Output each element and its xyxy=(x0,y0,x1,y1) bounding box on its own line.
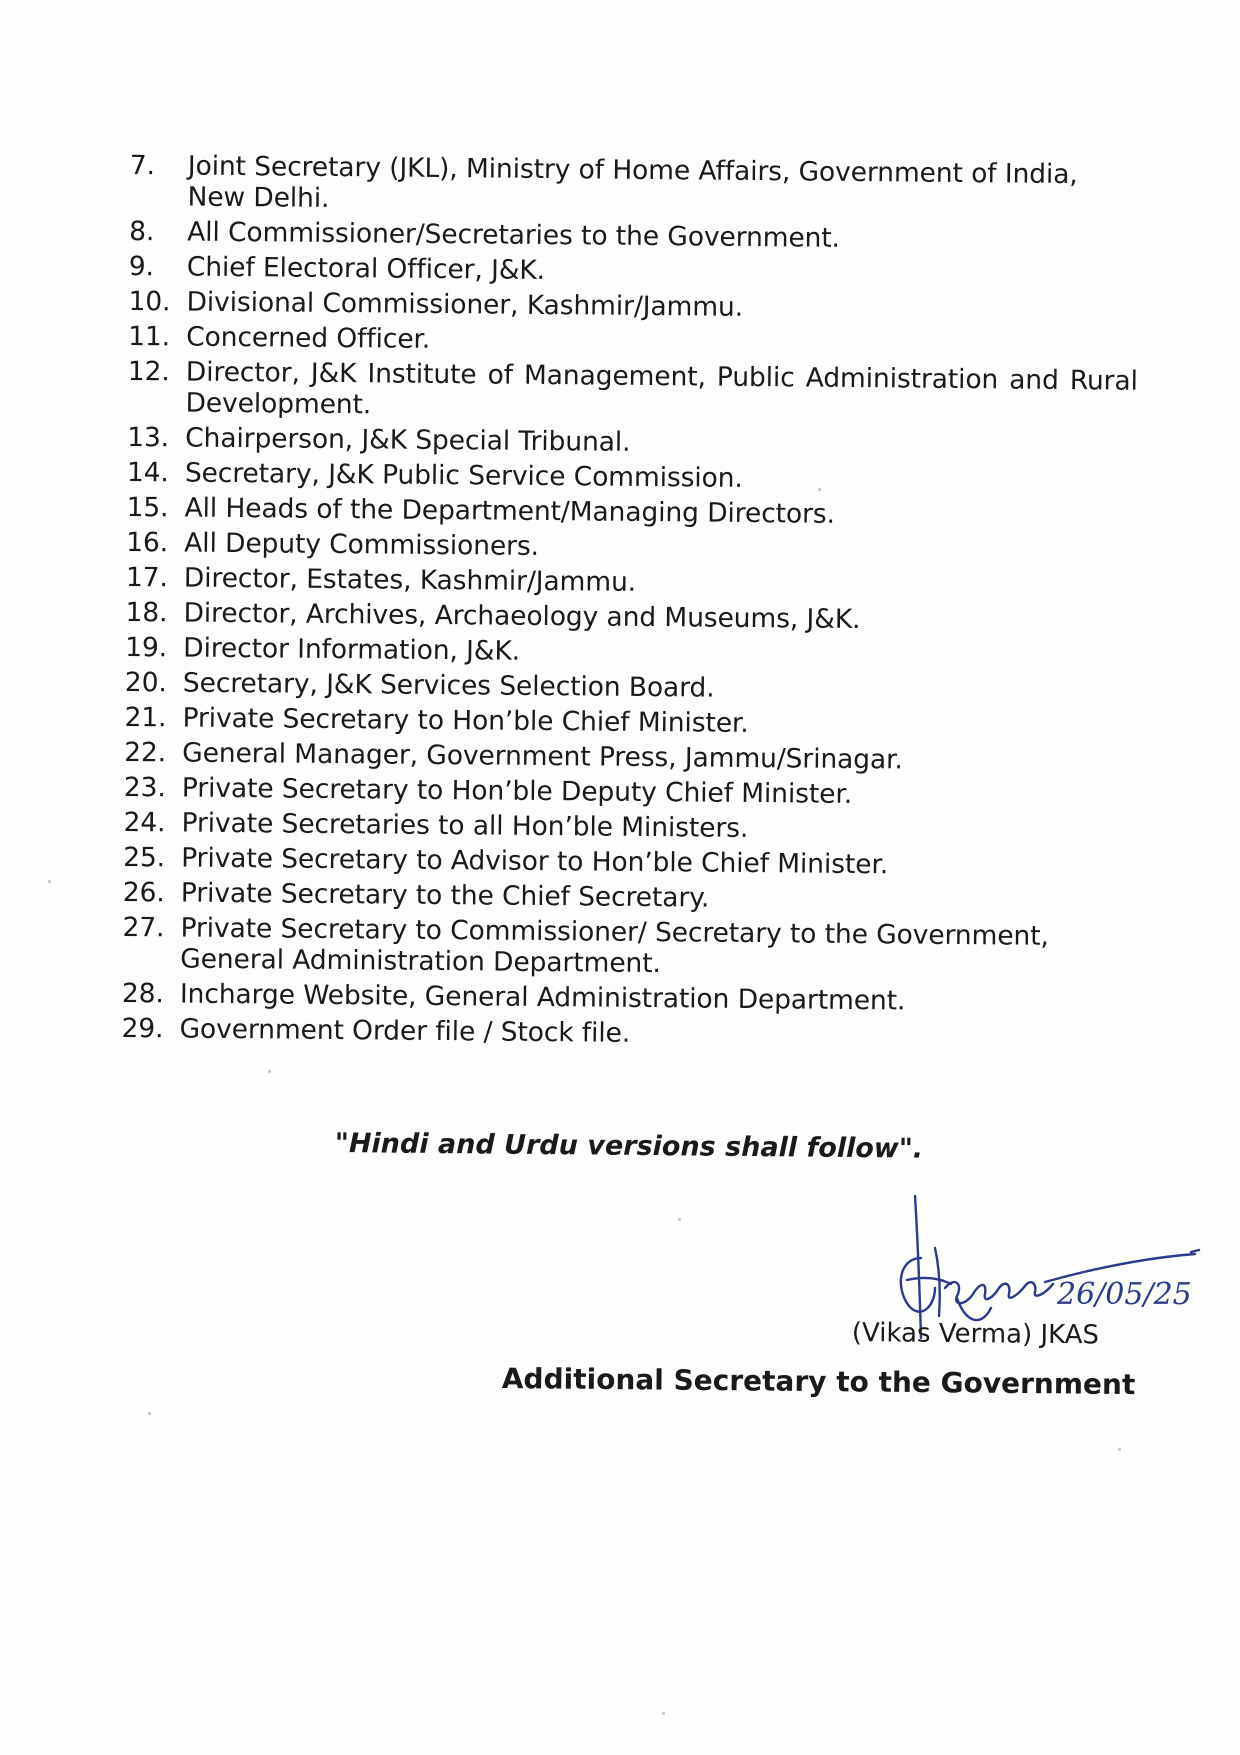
item-text: All Heads of the Department/Managing Directors. xyxy=(184,492,835,530)
item-number: 28. xyxy=(121,977,164,1010)
item-text: Joint Secretary (JKL), Ministry of Home Affairs, Government of India, New Delhi. xyxy=(187,150,1078,214)
list-item xyxy=(126,527,1136,568)
list-item xyxy=(129,251,1139,292)
list-item xyxy=(126,562,1136,603)
item-text: Director, Archives, Archaeology and Museums, J&K. xyxy=(183,597,861,636)
item-text: Private Secretary to the Chief Secretary. xyxy=(180,877,710,914)
list-item xyxy=(122,912,1133,984)
list-item xyxy=(128,321,1138,362)
list-item xyxy=(123,807,1133,848)
item-number: 20. xyxy=(124,666,167,699)
scan-speck xyxy=(48,880,51,883)
item-number: 19. xyxy=(125,631,168,664)
item-number: 14. xyxy=(126,456,169,489)
item-text: Incharge Website, General Administration Department. xyxy=(179,978,906,1017)
item-number: 8. xyxy=(129,215,155,248)
scan-speck xyxy=(268,1070,271,1073)
item-number: 22. xyxy=(124,736,167,769)
item-text: Secretary, J&K Public Service Commission. xyxy=(184,457,743,494)
item-text: Government Order file / Stock file. xyxy=(179,1013,631,1049)
item-number: 17. xyxy=(125,561,168,594)
item-text: Director Information, J&K. xyxy=(183,632,521,667)
item-text: Director, J&K Institute of Management, Public Administration and Rural Development. xyxy=(185,356,1138,421)
item-number: 21. xyxy=(124,701,167,734)
item-number: 27. xyxy=(122,911,165,944)
item-text: General Manager, Government Press, Jammu/Srinagar. xyxy=(182,737,903,776)
item-text: Private Secretary to Commissioner/ Secretary to the Government, General Administration Department. xyxy=(180,912,1049,980)
item-text: All Deputy Commissioners. xyxy=(184,527,540,562)
scan-speck xyxy=(662,1712,665,1715)
item-text: Private Secretary to Hon’ble Deputy Chief Minister. xyxy=(181,772,853,810)
list-item xyxy=(124,772,1134,813)
item-number: 12. xyxy=(127,355,170,388)
list-item xyxy=(127,457,1137,498)
list-item xyxy=(125,597,1135,638)
item-number: 24. xyxy=(123,806,166,839)
item-number: 25. xyxy=(123,841,166,874)
item-text: Private Secretary to Hon’ble Chief Minister. xyxy=(182,702,749,739)
item-number: 9. xyxy=(128,250,155,283)
item-number: 23. xyxy=(123,771,166,804)
item-text: Divisional Commissioner, Kashmir/Jammu. xyxy=(186,286,744,323)
list-item xyxy=(124,702,1134,743)
distribution-list xyxy=(121,150,1140,1058)
item-text: Chief Electoral Officer, J&K. xyxy=(186,251,546,286)
item-text: Private Secretary to Advisor to Hon’ble Chief Minister. xyxy=(181,842,889,881)
signature-date xyxy=(1056,1277,1192,1312)
item-text: Director, Estates, Kashmir/Jammu. xyxy=(183,562,637,598)
item-number: 29. xyxy=(121,1012,164,1045)
scan-speck xyxy=(1118,1448,1121,1451)
list-item xyxy=(122,978,1132,1019)
list-item xyxy=(121,1013,1131,1054)
list-item xyxy=(127,356,1138,428)
list-item xyxy=(129,216,1139,257)
scan-speck xyxy=(678,1218,681,1221)
language-versions-note: "Hindi and Urdu versions shall follow". xyxy=(334,1128,924,1165)
item-number: 13. xyxy=(127,421,170,454)
item-text: Chairperson, J&K Special Tribunal. xyxy=(185,422,631,458)
scan-speck xyxy=(818,488,821,491)
scan-speck xyxy=(148,1412,151,1415)
list-item xyxy=(129,150,1140,222)
list-item xyxy=(123,842,1133,883)
item-number: 10. xyxy=(128,285,171,318)
list-item xyxy=(123,877,1133,918)
item-number: 18. xyxy=(125,596,168,629)
item-number: 26. xyxy=(122,876,165,909)
item-text: Secretary, J&K Services Selection Board. xyxy=(182,667,715,704)
list-item xyxy=(124,737,1134,778)
list-item xyxy=(127,422,1137,463)
signatory-designation: Additional Secretary to the Government xyxy=(501,1362,1136,1402)
list-item xyxy=(125,667,1135,708)
signature-date-text: 26/05/25 xyxy=(1057,1277,1192,1312)
item-number: 11. xyxy=(128,320,171,353)
list-item xyxy=(128,286,1138,327)
item-text: Concerned Officer. xyxy=(186,321,431,355)
list-item xyxy=(126,492,1136,533)
item-text: All Commissioner/Secretaries to the Government. xyxy=(187,216,841,254)
item-number: 7. xyxy=(129,150,156,182)
signatory-name: (Vikas Verma) JKAS xyxy=(851,1318,1100,1351)
list-item xyxy=(125,632,1135,673)
item-number: 16. xyxy=(126,526,169,559)
item-number: 15. xyxy=(126,491,169,524)
item-text: Private Secretaries to all Hon’ble Ministers. xyxy=(181,807,749,844)
